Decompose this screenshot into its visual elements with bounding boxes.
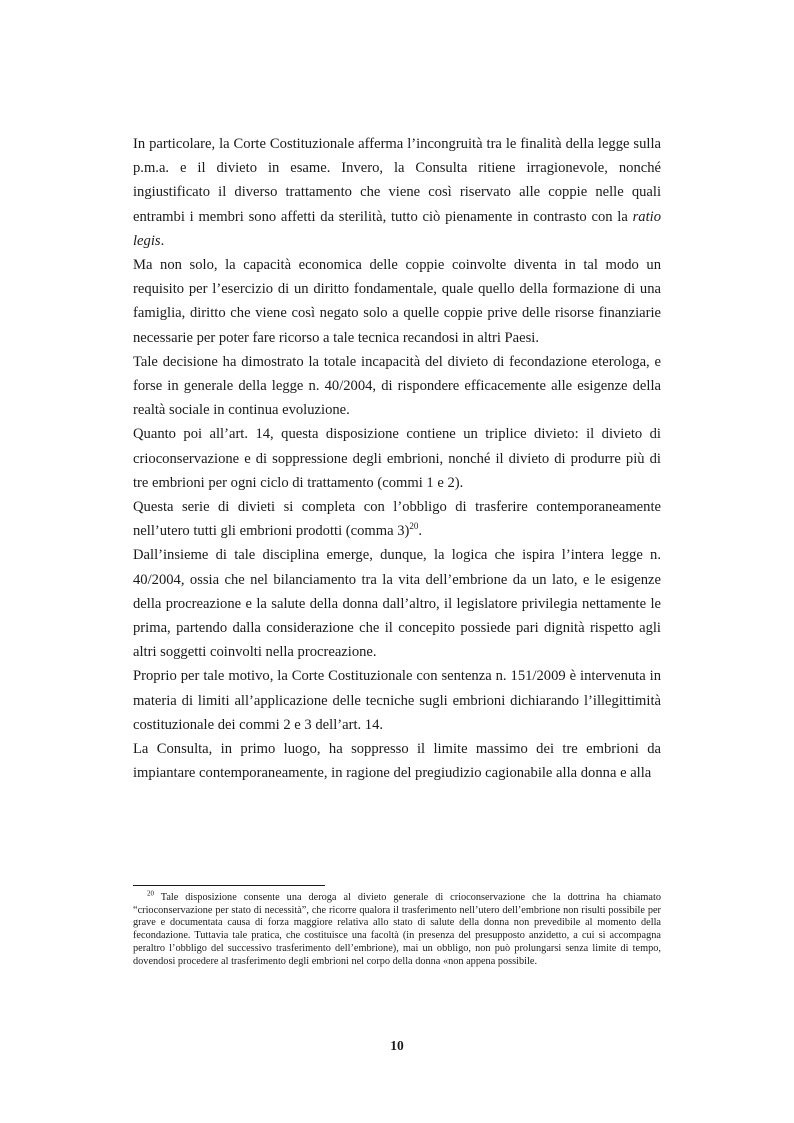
paragraph-5-end: . — [418, 523, 423, 540]
paragraph-1 — [133, 132, 661, 253]
paragraph-5-text: Questa serie di divieti si completa con l’obbligo di trasferire contemporaneamente nell’utero tutti gli embrioni prodotti (comma 3) — [133, 499, 661, 540]
paragraph-4: Quanto poi all’art. 14, questa disposizione contiene un triplice divieto: il divieto di crioconservazione e di soppressione degli embrioni, nonché il divieto di produrre più di tre embrioni per ogni ciclo di trattamento (commi 1 e 2). — [133, 426, 661, 491]
paragraph-3: Tale decisione ha dimostrato la totale incapacità del divieto di fecondazione eterologa, e forse in generale della legge n. 40/2004, di rispondere efficacemente alle esigenze della realtà sociale in continua evoluzione. — [133, 353, 661, 419]
paragraph-5 — [133, 495, 661, 543]
paragraph-6: Dall’insieme di tale disciplina emerge, dunque, la logica che ispira l’intera legge n. 40/2004, ossia che nel bilanciamento tra la vita dell’embrione da un lato, e le esigenze della procreazione e la salute della donna dall’altro, il legislatore privilegia nettamente le prima, partendo dalla considerazione che il concepito possiede pari dignità rispetto agli altri soggetti coinvolti nella procreazione. — [133, 547, 661, 661]
paragraph-1-end: . — [160, 232, 165, 249]
footnote-number: 20 — [147, 889, 154, 898]
paragraph-7: Proprio per tale motivo, la Corte Costituzionale con sentenza n. 151/2009 è intervenuta in materia di limiti all’applicazione delle tecniche sugli embrioni dichiarando l’illegittimità costituzionale dei commi 2 e 3 dell’art. 14. — [133, 668, 661, 733]
page-number: 10 — [390, 1038, 404, 1053]
body-text — [133, 132, 661, 785]
footnote-separator — [133, 885, 325, 886]
paragraph-1-text: In particolare, la Corte Costituzionale afferma l’incongruità tra le finalità della legge sulla p.m.a. e il divieto in esame. Invero, la Consulta ritiene irragionevole, nonché ingiustificato il diverso trattamento che viene così riservato alle coppie nelle quali entrambi i membri sono affetti da sterilità, tutto ciò pienamente in contrasto con la — [133, 136, 661, 225]
footnotes — [133, 889, 661, 968]
paragraph-2: Ma non solo, la capacità economica delle coppie coinvolte diventa in tal modo un requisito per l’esercizio di un diritto fondamentale, quale quello della formazione di una famiglia, diritto che viene così negato solo a quelle coppie prive delle risorse finanziarie necessarie per poter fare ricorso a tale tecnica recandosi in altri Paesi. — [133, 257, 661, 346]
footnote-20 — [133, 889, 661, 968]
footnote-text: Tale disposizione consente una deroga al divieto generale di crioconservazione che la dottrina ha chiamato “crioconservazione per stato di necessità”, che ricorre qualora il trasferimento nell’utero dell’embrione non risulti possibile per grave e documentata causa di forza maggiore relativa allo stato di salute della donna non prevedibile al momento della fecondazione. Tuttavia tale pratica, che costituisce una facoltà (in presenza del presupposto anzidetto, a cui si accompagna peraltro l’obbligo del successivo trasferimento dell’embrione), mai un obbligo, non può prolungarsi senza limite di tempo, dovendosi procedere al trasferimento degli embrioni nel corpo della donna «non appena possibile. — [133, 892, 661, 967]
footnote-reference[interactable]: 20 — [409, 521, 419, 532]
ratio-legis-italic: ratio legis — [133, 208, 661, 249]
paragraph-8: La Consulta, in primo luogo, ha soppresso il limite massimo dei tre embrioni da impiantare contemporaneamente, in ragione del pregiudizio cagionabile alla donna e alla — [133, 741, 661, 782]
